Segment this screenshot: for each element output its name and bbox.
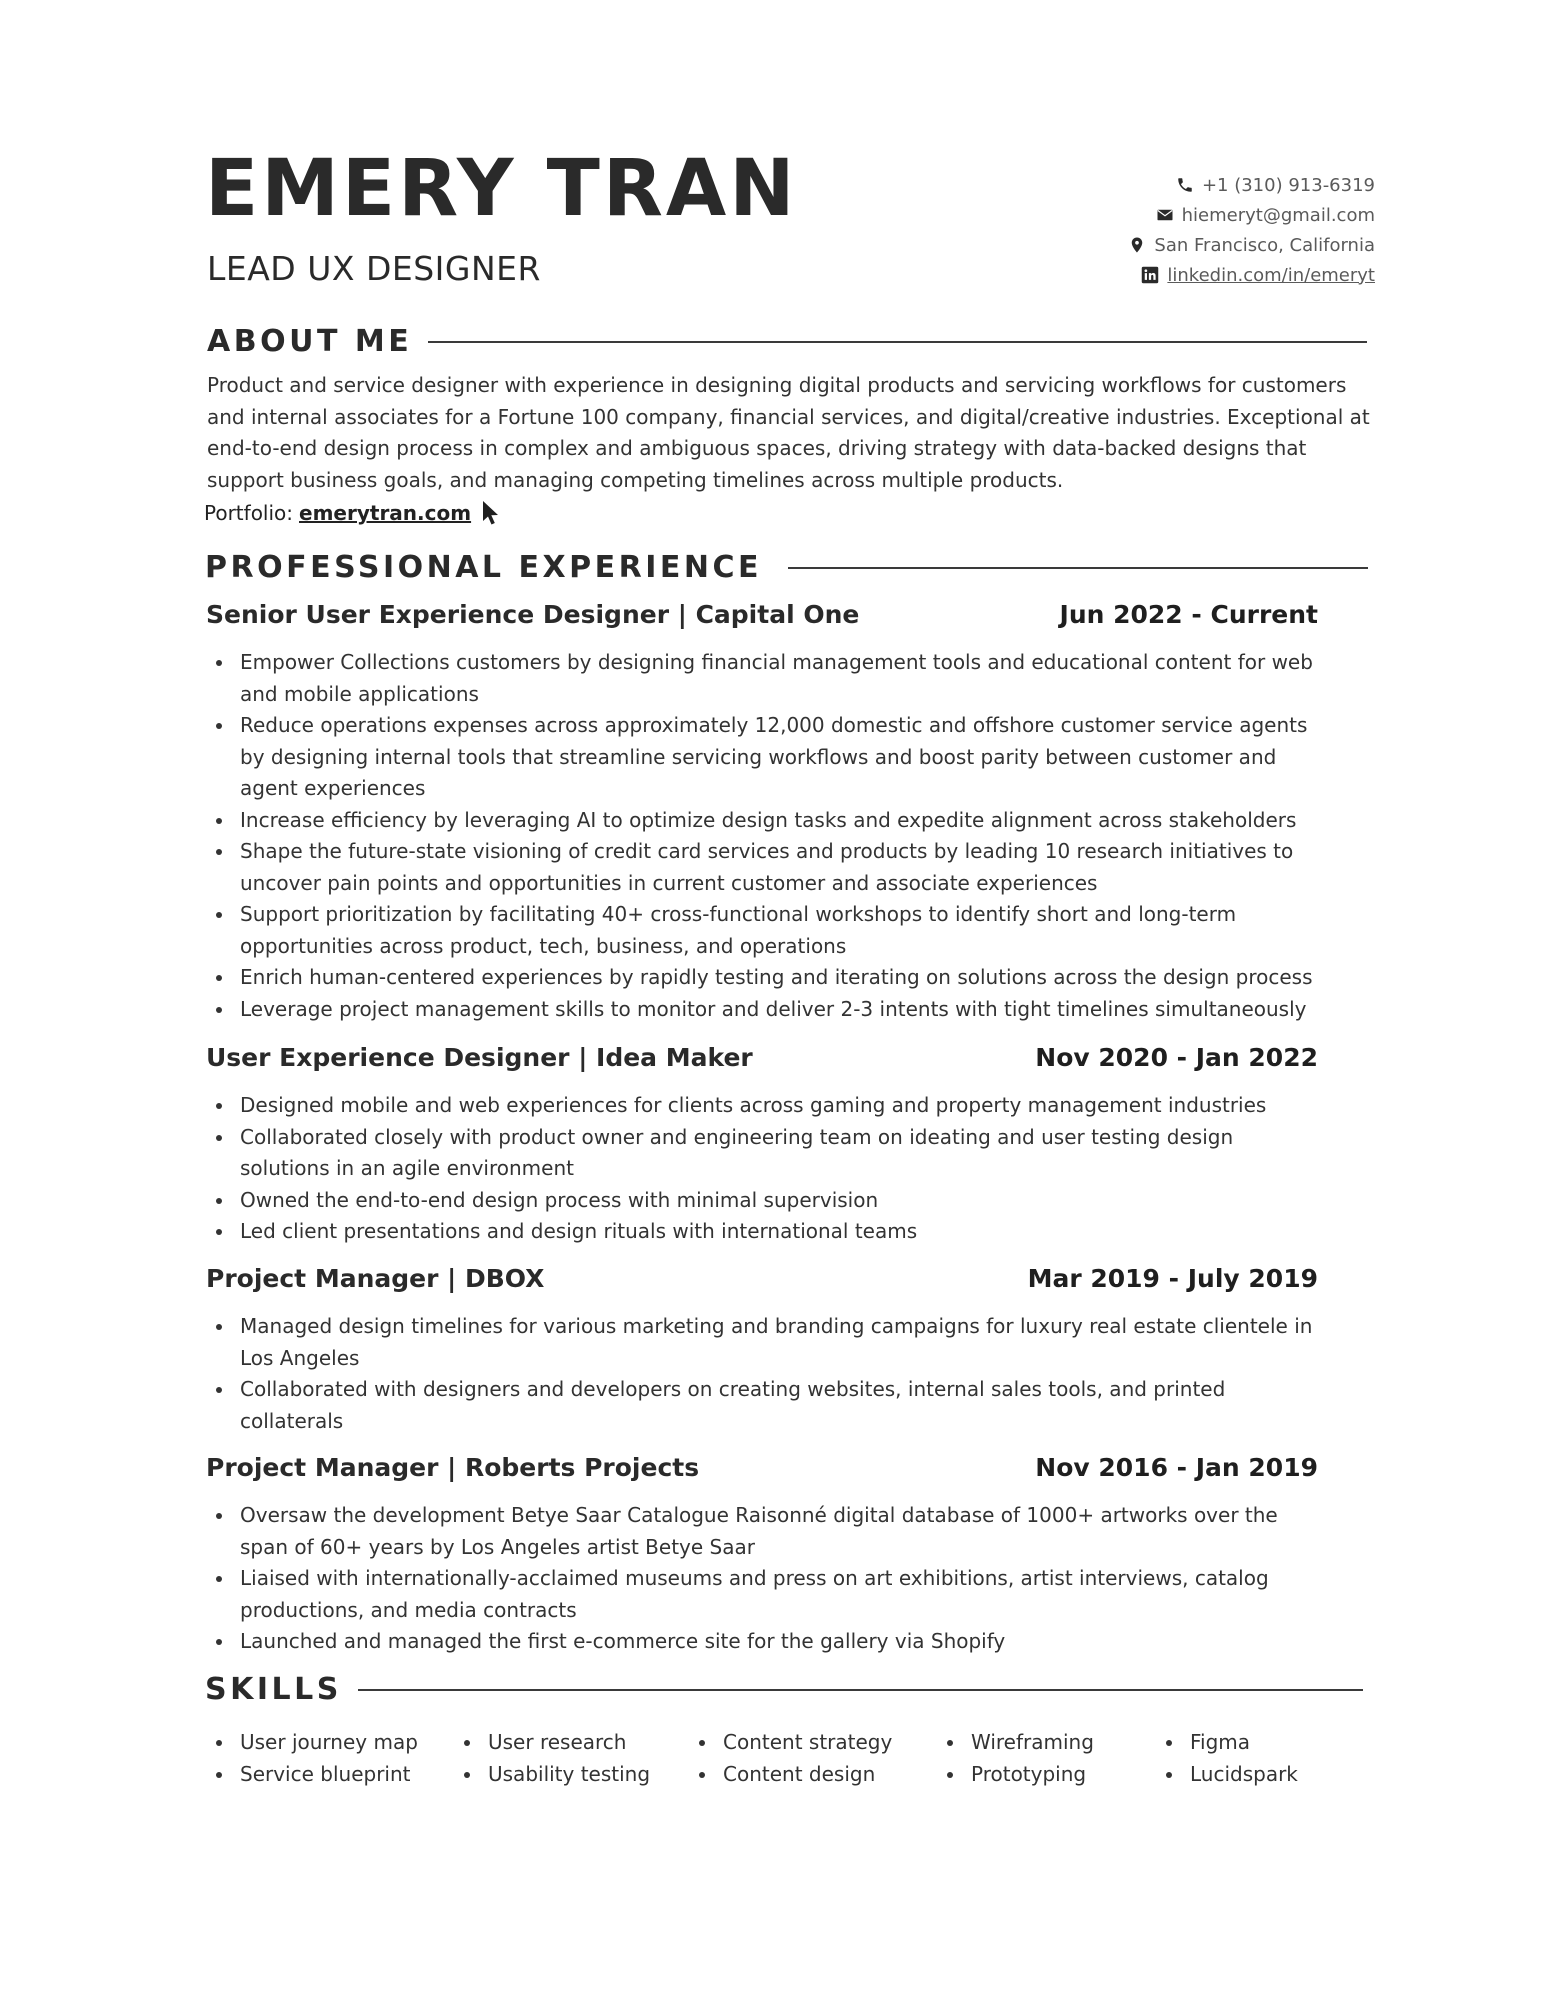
job-bullet: Support prioritization by facilitating 40+ cross-functional workshops to identify short and long-term opportunities across product, tech, business, and operations (206, 899, 1320, 962)
about-text: Product and service designer with experience in designing digital products and servicing workflows for customers and internal associates for a Fortune 100 company, financial services, and digital/creative industries. Exceptional at end-to-end design process in complex and ambiguous spaces, driving strategy with data-backed designs that support business goals, and managing competing timelines across multiple products. (207, 373, 1370, 492)
skill-item: Prototyping (937, 1759, 1094, 1791)
contact-block (1128, 170, 1375, 290)
job-bullet: Enrich human-centered experiences by rapidly testing and iterating on solutions across the design process (206, 962, 1320, 994)
experience-section-header (205, 550, 1368, 585)
job-header (206, 1043, 1318, 1072)
skill-item: Lucidspark (1156, 1759, 1298, 1791)
job-header (206, 1453, 1318, 1482)
section-divider (428, 341, 1367, 343)
job-entry (206, 1453, 1318, 1658)
skills-section-header (205, 1672, 1363, 1707)
job-dates: Jun 2022 - Current (1059, 600, 1318, 629)
contact-linkedin[interactable] (1128, 260, 1375, 290)
skill-item: Service blueprint (206, 1759, 418, 1791)
contact-phone[interactable] (1128, 170, 1375, 200)
portfolio-link[interactable]: emerytran.com (299, 501, 472, 525)
job-header (206, 1264, 1318, 1293)
about-section-header (207, 324, 1367, 359)
skills-column (454, 1727, 650, 1790)
skill-item: Figma (1156, 1727, 1298, 1759)
job-bullet: Shape the future-state visioning of credit card services and products by leading 10 research initiatives to uncover pain points and opportunities in current customer and associate experiences (206, 836, 1320, 899)
skills-column (937, 1727, 1094, 1790)
job-title: Senior User Experience Designer | Capital One (206, 600, 860, 629)
portfolio-line (204, 500, 503, 526)
skill-item: Content strategy (689, 1727, 892, 1759)
candidate-role: LEAD UX DESIGNER (207, 249, 541, 288)
map-pin-icon (1128, 236, 1146, 254)
job-bullets (206, 1500, 1318, 1658)
contact-email[interactable] (1128, 200, 1375, 230)
job-bullets (206, 647, 1318, 1025)
skill-item: User research (454, 1727, 650, 1759)
job-title: User Experience Designer | Idea Maker (206, 1043, 753, 1072)
portfolio-label: Portfolio: (204, 501, 294, 525)
job-bullet: Liaised with internationally-acclaimed museums and press on art exhibitions, artist interviews, catalog productions, and media contracts (206, 1563, 1320, 1626)
job-entry (206, 600, 1318, 1025)
location-text: San Francisco, California (1154, 234, 1375, 256)
job-bullet: Led client presentations and design rituals with international teams (206, 1216, 1320, 1248)
job-bullet: Collaborated with designers and developers on creating websites, internal sales tools, and printed collaterals (206, 1374, 1320, 1437)
job-header (206, 600, 1318, 629)
job-bullet: Oversaw the development Betye Saar Catalogue Raisonné digital database of 1000+ artworks over the span of 60+ years by Los Angeles artist Betye Saar (206, 1500, 1320, 1563)
skills-heading: SKILLS (205, 1672, 342, 1707)
phone-icon (1176, 176, 1194, 194)
cursor-arrow-icon (481, 500, 503, 526)
phone-text: +1 (310) 913-6319 (1201, 174, 1375, 196)
envelope-icon (1156, 206, 1174, 224)
job-bullet: Collaborated closely with product owner and engineering team on ideating and user testing design solutions in an agile environment (206, 1122, 1320, 1185)
skills-column (1156, 1727, 1298, 1790)
candidate-name: EMERY TRAN (205, 144, 798, 234)
skill-item: User journey map (206, 1727, 418, 1759)
job-bullet: Owned the end-to-end design process with minimal supervision (206, 1185, 1320, 1217)
job-dates: Mar 2019 - July 2019 (1027, 1264, 1318, 1293)
job-bullet: Empower Collections customers by designing financial management tools and educational content for web and mobile applications (206, 647, 1320, 710)
job-bullet: Reduce operations expenses across approximately 12,000 domestic and offshore customer service agents by designing internal tools that streamline servicing workflows and boost parity between customer and agent experiences (206, 710, 1320, 805)
skill-item: Content design (689, 1759, 892, 1791)
job-bullet: Launched and managed the first e-commerce site for the gallery via Shopify (206, 1626, 1320, 1658)
job-bullet: Managed design timelines for various marketing and branding campaigns for luxury real estate clientele in Los Angeles (206, 1311, 1320, 1374)
job-entry (206, 1264, 1318, 1437)
job-dates: Nov 2016 - Jan 2019 (1035, 1453, 1318, 1482)
linkedin-link[interactable]: linkedin.com/in/emeryt (1167, 264, 1375, 286)
skills-column (206, 1727, 418, 1790)
job-bullet: Increase efficiency by leveraging AI to optimize design tasks and expedite alignment across stakeholders (206, 805, 1320, 837)
contact-location (1128, 230, 1375, 260)
section-divider (358, 1689, 1363, 1691)
job-title: Project Manager | DBOX (206, 1264, 545, 1293)
experience-heading: PROFESSIONAL EXPERIENCE (205, 550, 762, 585)
skill-item: Wireframing (937, 1727, 1094, 1759)
job-bullets (206, 1311, 1318, 1437)
job-entry (206, 1043, 1318, 1248)
section-divider (788, 567, 1368, 569)
job-title: Project Manager | Roberts Projects (206, 1453, 700, 1482)
linkedin-icon (1141, 266, 1159, 284)
job-dates: Nov 2020 - Jan 2022 (1035, 1043, 1318, 1072)
skill-item: Usability testing (454, 1759, 650, 1791)
email-text: hiemeryt@gmail.com (1181, 204, 1375, 226)
skills-column (689, 1727, 892, 1790)
job-bullet: Leverage project management skills to monitor and deliver 2-3 intents with tight timelines simultaneously (206, 994, 1320, 1026)
job-bullet: Designed mobile and web experiences for clients across gaming and property management industries (206, 1090, 1320, 1122)
about-heading: ABOUT ME (207, 324, 413, 359)
job-bullets (206, 1090, 1318, 1248)
